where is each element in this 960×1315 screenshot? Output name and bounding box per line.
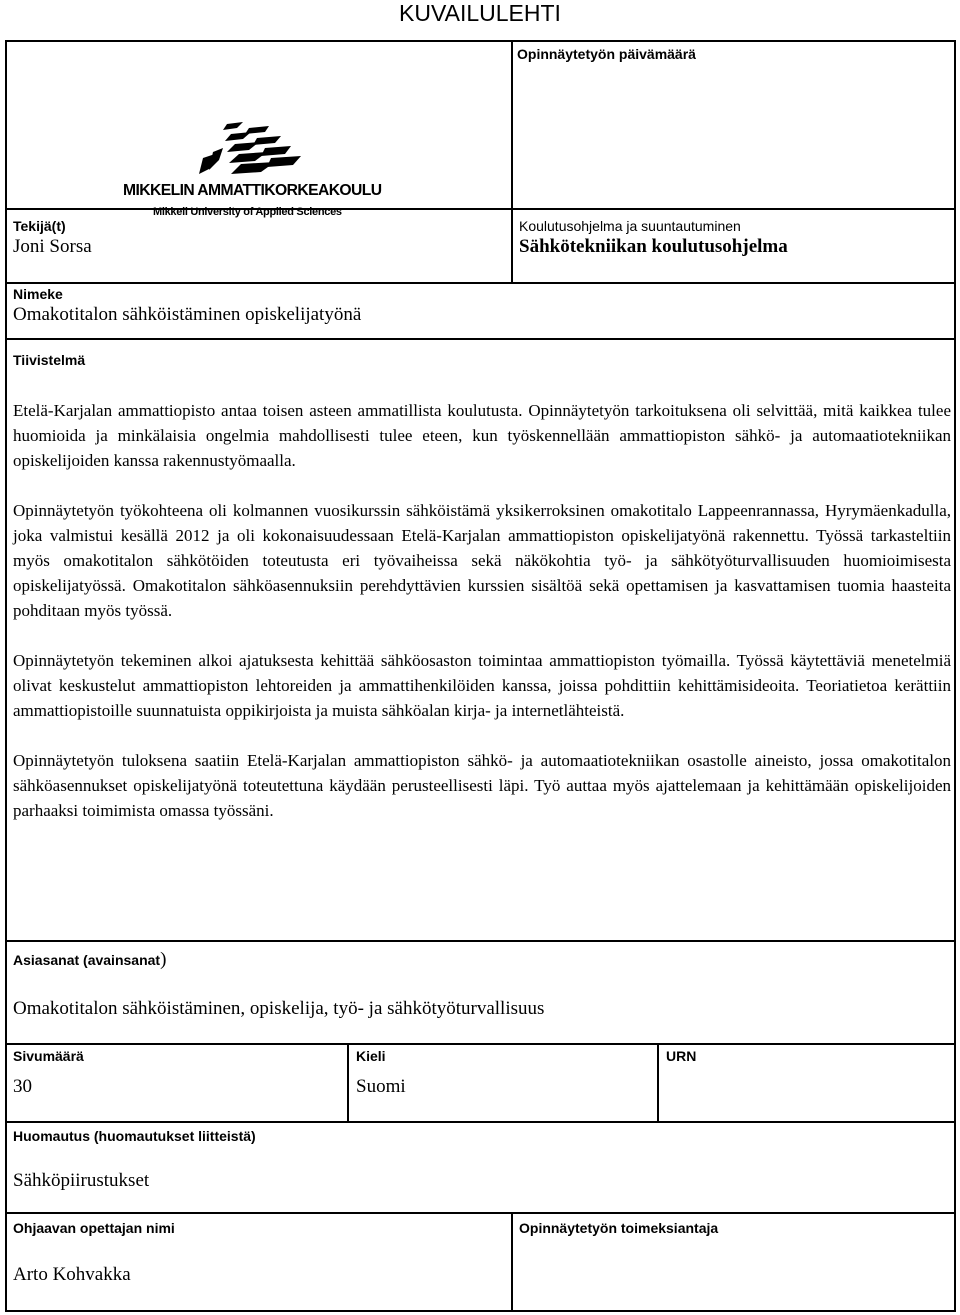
remarks-label: Huomautus (huomautukset liitteistä) [13,1128,256,1144]
divider-below-keywords [7,1043,954,1045]
pages-label: Sivumäärä [13,1048,84,1064]
logo-name-en: Mikkeli University of Applied Sciences [153,206,342,218]
title-value: Omakotitalon sähköistäminen opiskelijatyönä [13,304,362,325]
divider-vertical-top [511,42,513,284]
abstract-text [13,398,951,848]
divider-below-pages [7,1121,954,1123]
divider-below-remarks [7,1212,954,1214]
keywords-label-paren: ) [160,949,167,970]
urn-label: URN [666,1048,697,1064]
abstract-paragraph: Opinnäytetyön tuloksena saatiin Etelä-Karjalan ammattiopiston sähkö- ja automaatiotekniikan osastolle aineisto, jossa omakotitalon sähköasennukset opiskelijatyönä toteutettuna käydään perusteellisesti läpi. Työ auttaa myös ajattelemaan ja kehittämään opiskelijoiden parhaaksi toimimista omassa työssäni. [13,751,951,820]
keywords-label [13,949,167,970]
divider-below-logo [7,208,954,210]
keywords-label-text: Asiasanat (avainsanat [13,952,161,968]
abstract-paragraph: Opinnäytetyön työkohteena oli kolmannen vuosikurssin sähköistämä yksikerroksinen omakotitalo Lappeenrannassa, Hyrymäenkadulla, joka valmistui kesällä 2012 ja oli kokonaisuudessaan Etelä-Karjalan ammattiopiston opiskelijatyönä rakennettu. Työssä tarkasteltiin myös omakotitalon sähkötöiden toteutusta eri työvaiheissa sekä näkökohtia työ- ja sähkötyöturvallisuuden huomioimisesta opiskelijatyössä. Omakotitalon sähköasennuksiin perehdyttävien kurssien sisältöä sekä opettamisen ja kasvattamisen tuomia haasteita pohditaan myös työssä. [13,501,951,620]
commissioner-label: Opinnäytetyön toimeksiantaja [519,1220,719,1236]
authors-label: Tekijä(t) [13,218,66,234]
abstract-label: Tiivistelmä [13,352,86,368]
supervisor-label: Ohjaavan opettajan nimi [13,1220,175,1236]
divider-vertical-pages [347,1043,349,1123]
divider-vertical-language [657,1043,659,1123]
divider-below-abstract [7,940,954,942]
programme-label: Koulutusohjelma ja suuntautuminen [519,218,741,234]
supervisor-value: Arto Kohvakka [13,1264,131,1285]
programme-value: Sähkötekniikan koulutusohjelma [519,236,788,257]
remarks-value: Sähköpiirustukset [13,1170,150,1191]
description-form [5,40,956,1312]
title-label: Nimeke [13,286,63,302]
document-title: KUVAILULEHTI [399,0,561,26]
wave-emblem-icon [119,82,369,222]
abstract-paragraph: Etelä-Karjalan ammattiopisto antaa toisen asteen ammatillista koulutusta. Opinnäytetyön tarkoituksena oli selvittää, mitä kaikkea tulee huomioida ja minkälaisia ongelmia mahdollisesti tulee eteen, kun työskennellään ammattiopiston sähkö- ja automaatiotekniikan opiskelijoiden kanssa rakennustyömaalla. [13,401,951,470]
logo-name-fi: MIKKELIN AMMATTIKORKEAKOULU [123,182,382,199]
university-logo [119,82,382,222]
divider-below-author [7,282,954,284]
date-label: Opinnäytetyön päivämäärä [517,46,696,62]
keywords-value: Omakotitalon sähköistäminen, opiskelija, työ- ja sähkötyöturvallisuus [13,998,545,1019]
pages-value: 30 [13,1076,32,1097]
abstract-paragraph: Opinnäytetyön tekeminen alkoi ajatuksesta kehittää sähköosaston toimintaa ammattiopiston työmailla. Työssä käytettäviä menetelmiä olivat keskustelut ammattiopiston lehtoreiden ja ammattihenkilöiden kanssa, joissa pohdittiin kehittämisideoita. Teoriatietoa kerättiin ammattiopistoille suunnatuista oppikirjoista ja muista sähköalan kirja- ja internetlähteistä. [13,651,951,720]
language-value: Suomi [356,1076,406,1097]
divider-vertical-bottom [511,1212,513,1312]
authors-value: Joni Sorsa [13,236,92,257]
divider-below-name [7,338,954,340]
language-label: Kieli [356,1048,386,1064]
